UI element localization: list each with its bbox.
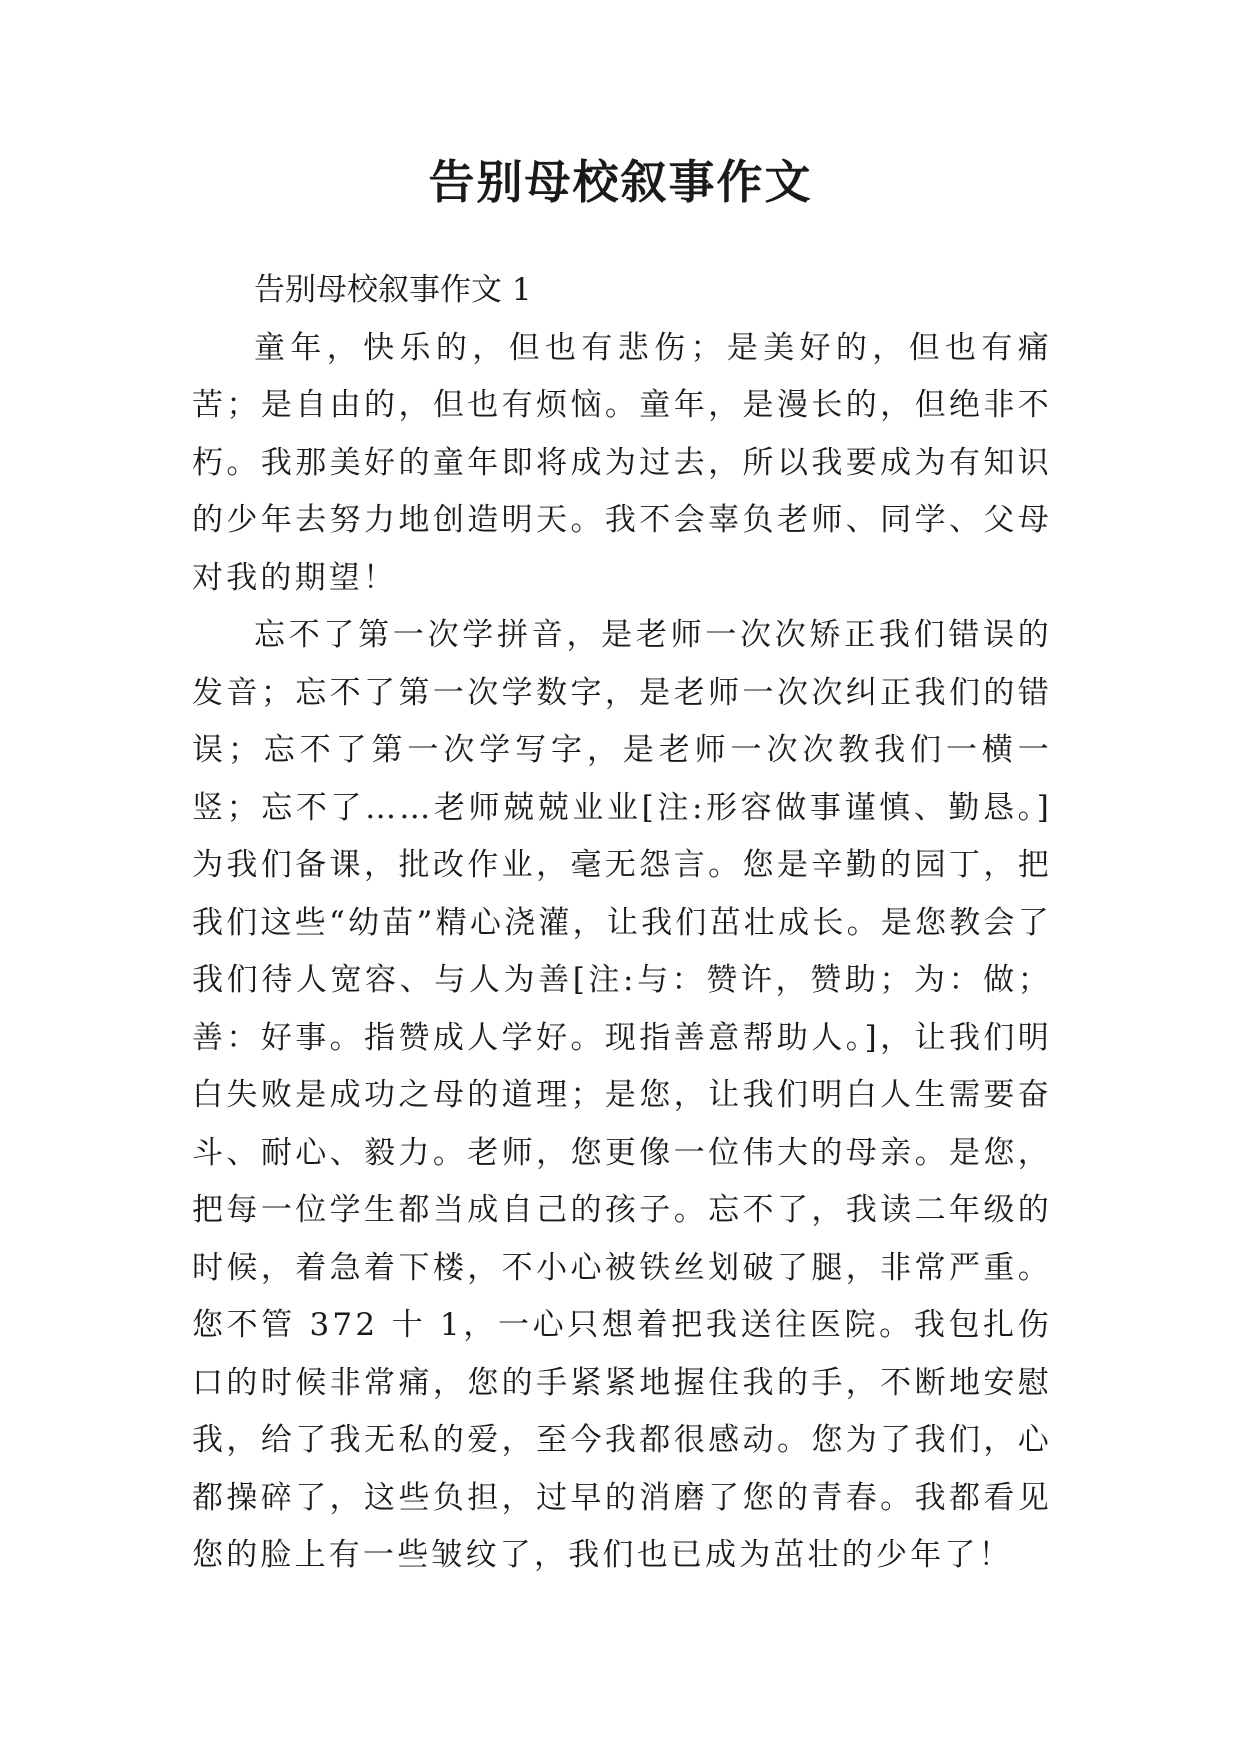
paragraph-1: 童年，快乐的，但也有悲伤；是美好的，但也有痛苦；是自由的，但也有烦恼。童年，是漫长的，但绝非不朽。我那美好的童年即将成为过去，所以我要成为有知识的少年去努力地创造明天。我不会辜负老师、同学、父母对我的期望！ (192, 329, 1052, 596)
section-heading: 告别母校叙事作文 1 (254, 272, 532, 308)
document-body (192, 262, 1052, 1585)
page-title: 告别母校叙事作文 (428, 155, 813, 209)
paragraph-2: 忘不了第一次学拼音，是老师一次次矫正我们错误的发音；忘不了第一次学数字，是老师一次次纠正我们的错误；忘不了第一次学写字，是老师一次次教我们一横一竖；忘不了……老师兢兢业业[注:形容做事谨慎、勤恳。]为我们备课，批改作业，毫无怨言。您是辛勤的园丁，把我们这些“幼苗”精心浇灌，让我们茁壮成长。是您教会了我们待人宽容、与人为善[注:与：赞许，赞助；为：做；善：好事。指赞成人学好。现指善意帮助人。]，让我们明白失败是成功之母的道理；是您，让我们明白人生需要奋斗、耐心、毅力。老师，您更像一位伟大的母亲。是您，把每一位学生都当成自己的孩子。忘不了，我读二年级的时候，着急着下楼，不小心被铁丝划破了腿，非常严重。您不管 372 十 1，一心只想着把我送往医院。我包扎伤口的时候非常痛，您的手紧紧地握住我的手，不断地安慰我，给了我无私的爱，至今我都很感动。您为了我们，心都操碎了，这些负担，过早的消磨了您的青春。我都看见您的脸上有一些皱纹了，我们也已成为茁壮的少年了！ (192, 617, 1052, 1573)
